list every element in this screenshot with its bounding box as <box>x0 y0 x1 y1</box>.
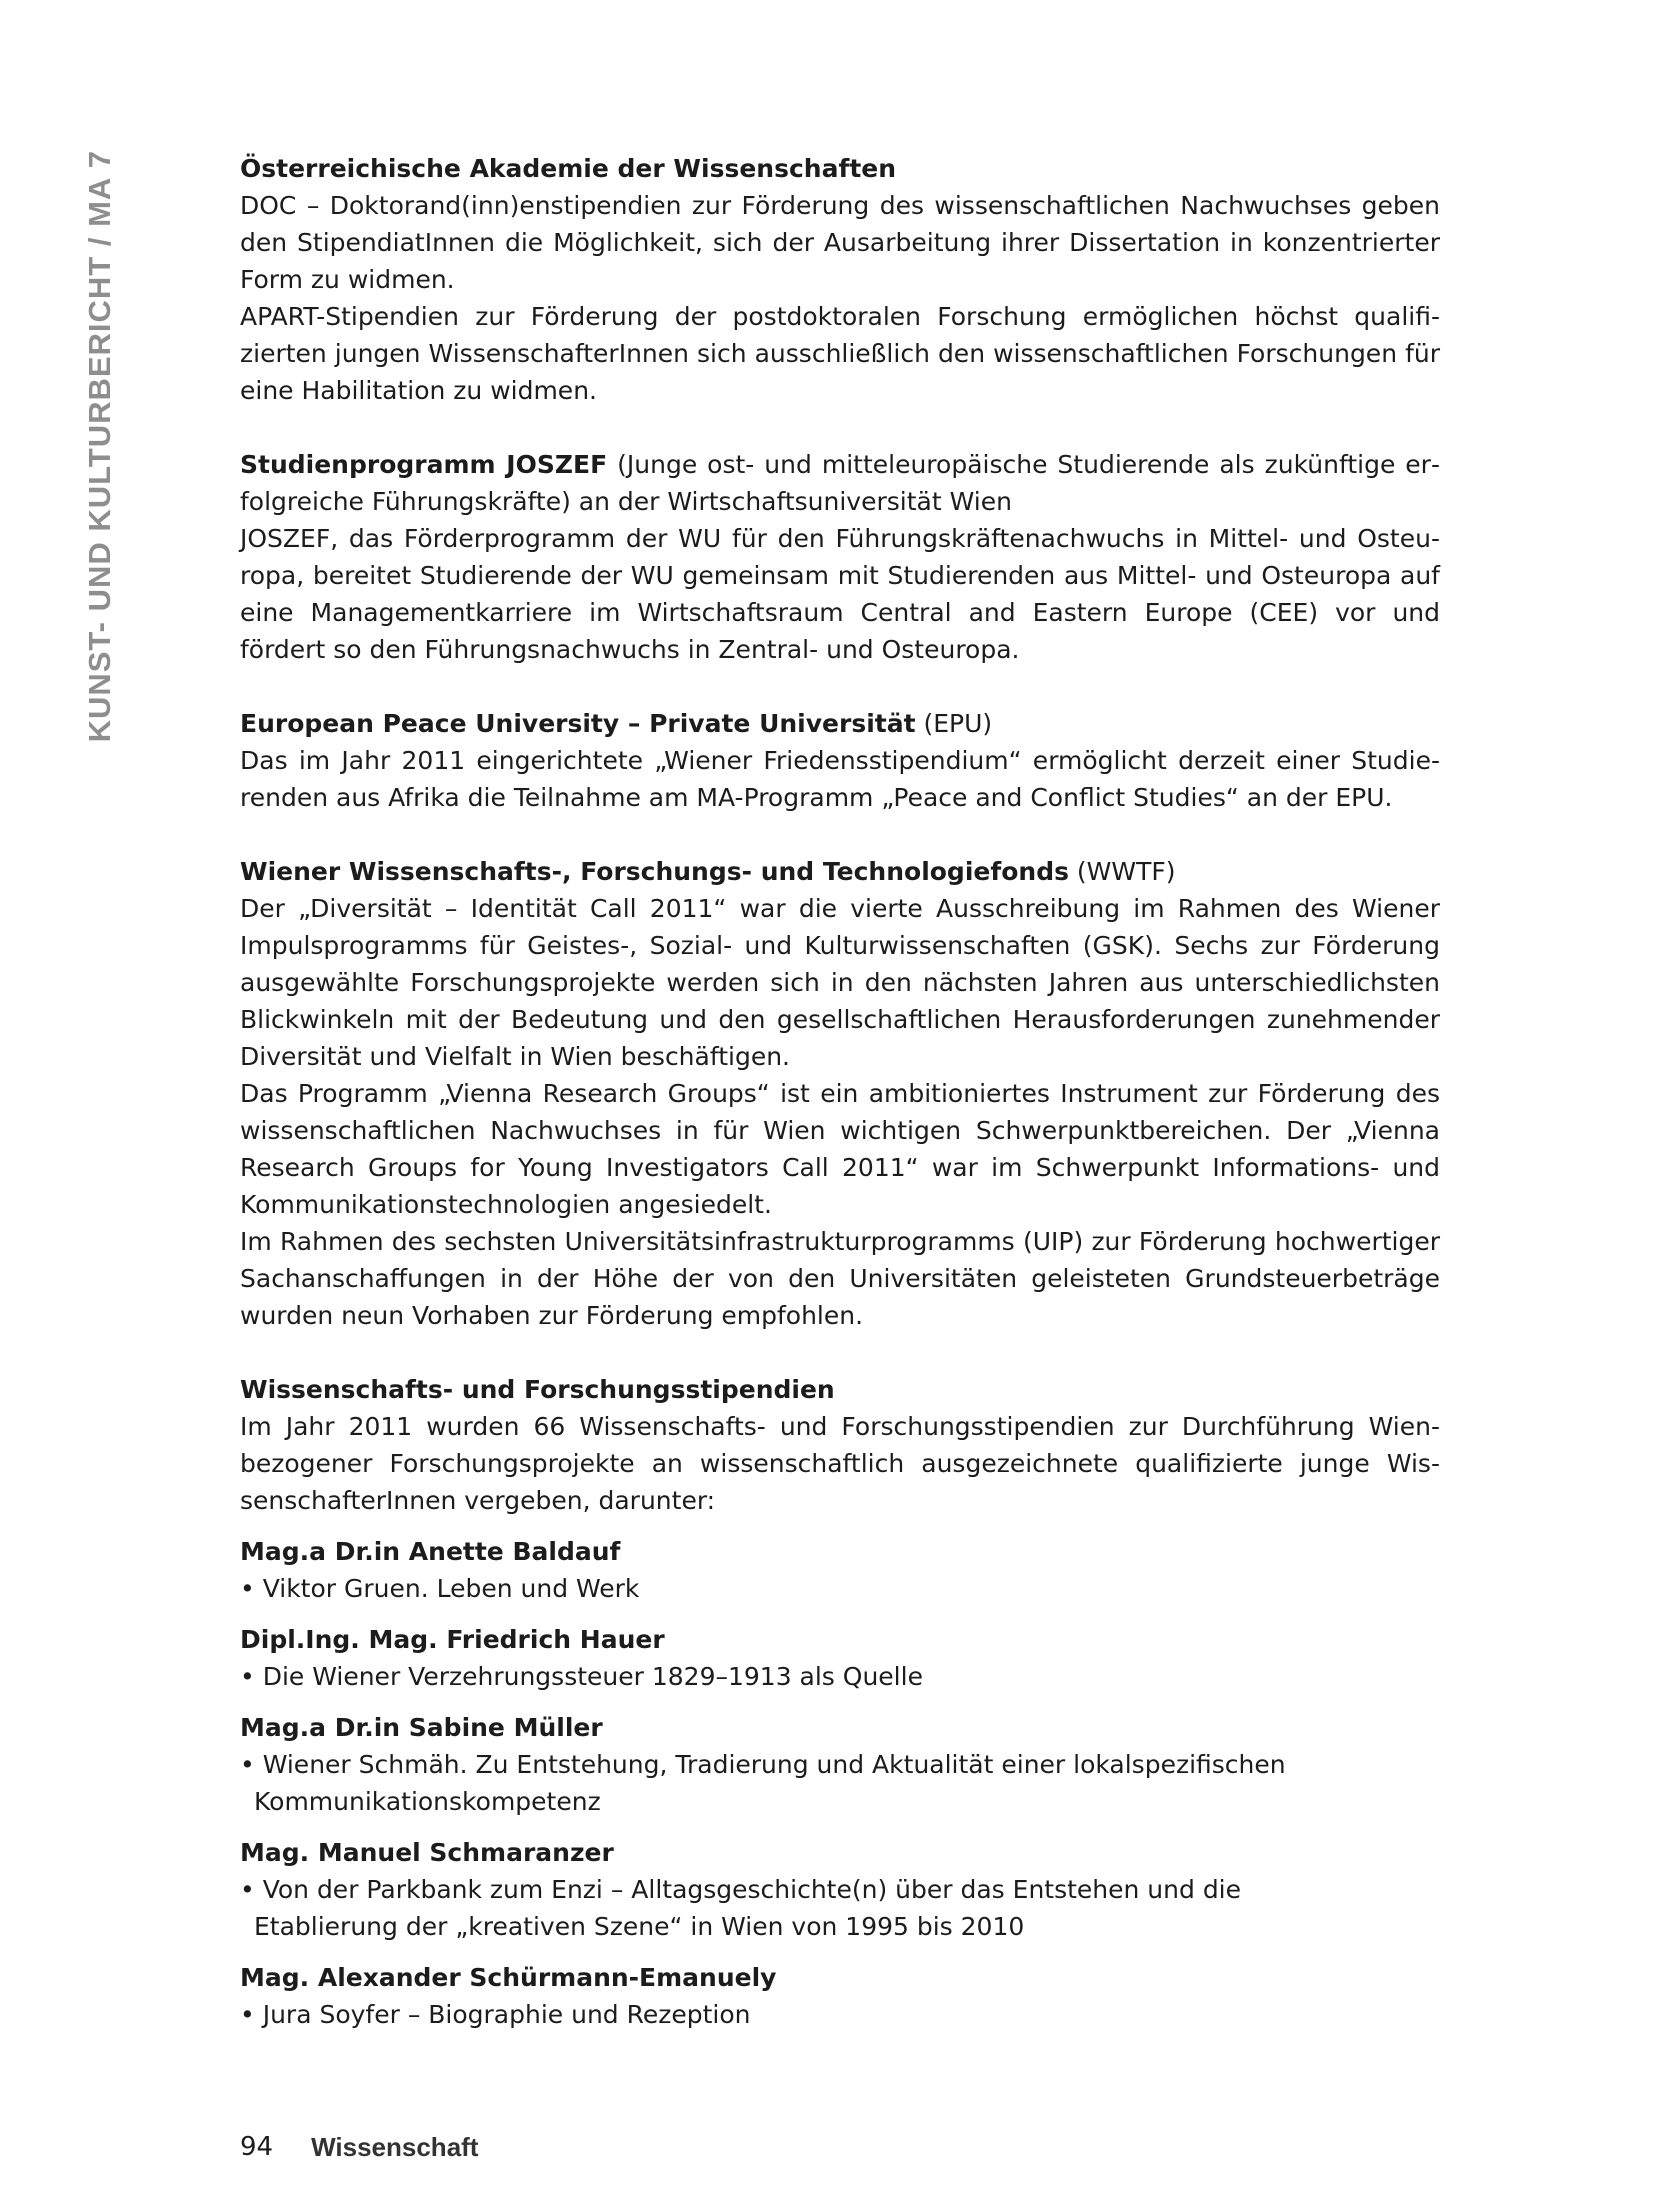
recipient-project: • Jura Soyfer – Biographie und Rezeption <box>240 2000 751 2029</box>
section-joszef <box>240 446 1440 668</box>
section-heading: Studienprogramm JOSZEF <box>240 450 608 479</box>
recipient-name: Mag. Manuel Schmaranzer <box>240 1838 614 1867</box>
paragraph: Das Programm „Vienna Research Groups“ ist ein ambitioniertes Instrument zur Förderung des wissenschaftlichen Nachwuchses in für Wien wichtigen Schwerpunktbereichen. Der „Vienna Research Groups for Young Investigators Call 2011“ war im Schwerpunkt Informations- und Kommunikationstechnologien angesiedelt. <box>240 1079 1440 1219</box>
recipient-project: • Wiener Schmäh. Zu Entstehung, Tradierung und Aktualität einer lokalspezifischen Kommunikationskompetenz <box>240 1750 1286 1816</box>
section-oeaw <box>240 150 1440 409</box>
section-heading: Wissenschafts- und Forschungsstipendien <box>240 1375 835 1404</box>
recipient-name: Mag. Alexander Schürmann-Emanuely <box>240 1963 777 1992</box>
page-number: 94 <box>240 2132 274 2162</box>
section-heading: European Peace University – Private Universität <box>240 709 916 738</box>
paragraph: Im Jahr 2011 wurden 66 Wissenschafts- und Forschungsstipendien zur Durchführung Wienbezogener Forschungsprojekte an wissenschaftlich ausgezeichnete qualifizierte junge WissenschafterInnen vergeben, darunter: <box>240 1412 1440 1515</box>
page-content <box>240 150 1440 2070</box>
section-heading-line <box>240 446 1440 520</box>
recipient-entry <box>240 1621 1440 1695</box>
section-heading-rest: (Junge ost- und mitteleuropäische Studierende als zukünftige erfolgreiche Führungskräfte) an der Wirtschaftsuniversität Wien <box>240 450 1440 516</box>
recipient-entry <box>240 1709 1440 1820</box>
section-heading-line <box>240 853 1440 890</box>
side-running-title: KUNST- UND KULTURBERICHT / MA 7 <box>82 150 117 743</box>
section-heading-rest: (WWTF) <box>1068 857 1176 886</box>
section-wwtf <box>240 853 1440 1334</box>
footer-section-title: Wissenschaft <box>311 2132 479 2162</box>
section-epu <box>240 705 1440 816</box>
paragraph: APART-Stipendien zur Förderung der postdoktoralen Forschung ermöglichen höchst qualifizierten jungen WissenschafterInnen sich ausschließlich den wissenschaftlichen Forschungen für eine Habilitation zu widmen. <box>240 302 1440 405</box>
recipient-project: • Viktor Gruen. Leben und Werk <box>240 1574 640 1603</box>
recipient-project: • Die Wiener Verzehrungssteuer 1829–1913 als Quelle <box>240 1662 923 1691</box>
section-stipendien <box>240 1371 1440 2033</box>
paragraph: JOSZEF, das Förderprogramm der WU für den Führungskräftenachwuchs in Mittel- und Osteuropa, bereitet Studierende der WU gemeinsam mit Studierenden aus Mittel- und Osteuropa auf eine Managementkarriere im Wirtschaftsraum Central and Eastern Europe (CEE) vor und fördert so den Führungsnachwuchs in Zentral- und Osteuropa. <box>240 524 1440 664</box>
paragraph: Der „Diversität – Identität Call 2011“ war die vierte Ausschreibung im Rahmen des Wiener Impulsprogramms für Geistes-, Sozial- und Kulturwissenschaften (GSK). Sechs zur Förderung ausgewählte Forschungsprojekte werden sich in den nächsten Jahren aus unterschiedlichsten Blickwinkeln mit der Bedeutung und den gesellschaftlichen Herausforderungen zunehmender Diversität und Vielfalt in Wien beschäftigen. <box>240 894 1440 1071</box>
recipient-name: Dipl.Ing. Mag. Friedrich Hauer <box>240 1625 665 1654</box>
recipient-name: Mag.a Dr.in Anette Baldauf <box>240 1537 621 1566</box>
recipient-entry <box>240 1834 1440 1945</box>
section-heading: Wiener Wissenschafts-, Forschungs- und Technologiefonds <box>240 857 1069 886</box>
page-footer <box>240 2132 478 2163</box>
paragraph: DOC – Doktorand(inn)enstipendien zur Förderung des wissenschaftlichen Nachwuchses geben den StipendiatInnen die Möglichkeit, sich der Ausarbeitung ihrer Dissertation in konzentrierter Form zu widmen. <box>240 191 1440 294</box>
section-heading-rest: (EPU) <box>915 709 993 738</box>
recipient-entry <box>240 1959 1440 2033</box>
recipient-entry <box>240 1533 1440 1607</box>
section-heading: Österreichische Akademie der Wissenschaften <box>240 154 897 183</box>
paragraph: Das im Jahr 2011 eingerichtete „Wiener Friedensstipendium“ ermöglicht derzeit einer Studierenden aus Afrika die Teilnahme am MA-Programm „Peace and Conflict Studies“ an der EPU. <box>240 746 1440 812</box>
recipient-name: Mag.a Dr.in Sabine Müller <box>240 1713 603 1742</box>
recipient-project: • Von der Parkbank zum Enzi – Alltagsgeschichte(n) über das Entstehen und die Etablierung der „kreativen Szene“ in Wien von 1995 bis 2010 <box>240 1875 1242 1941</box>
paragraph: Im Rahmen des sechsten Universitätsinfrastrukturprogramms (UIP) zur Förderung hochwertiger Sachanschaffungen in der Höhe der von den Universitäten geleisteten Grundsteuerbeträge wurden neun Vorhaben zur Förderung empfohlen. <box>240 1227 1440 1330</box>
section-heading-line <box>240 705 1440 742</box>
